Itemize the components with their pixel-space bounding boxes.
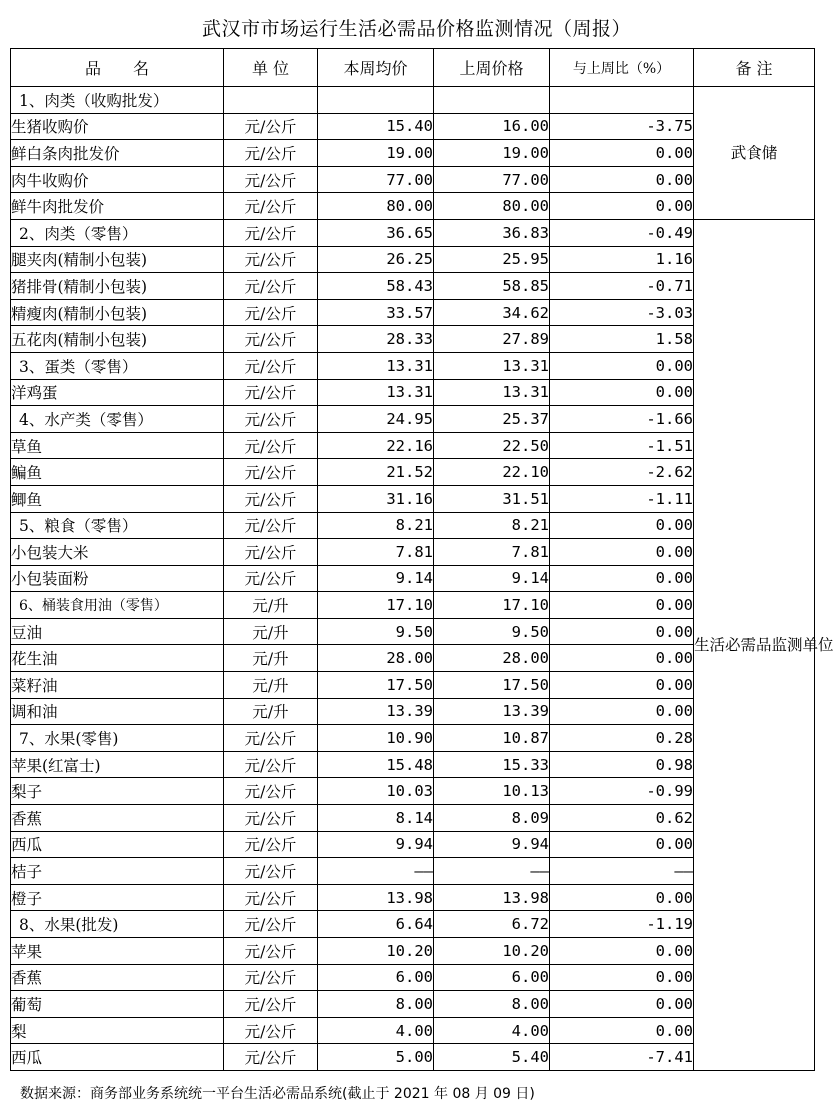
row-this-week-price: 28.33 bbox=[318, 326, 434, 353]
header-unit: 单 位 bbox=[224, 49, 318, 87]
row-name: 梨 bbox=[11, 1017, 224, 1044]
row-name: 生猪收购价 bbox=[11, 113, 224, 140]
row-unit: 元/公斤 bbox=[224, 432, 318, 459]
row-last-week-price: 25.95 bbox=[434, 246, 550, 273]
row-name: 葡萄 bbox=[11, 991, 224, 1018]
row-change-percent: 0.00 bbox=[550, 140, 694, 167]
row-unit: 元/公斤 bbox=[224, 778, 318, 805]
row-this-week-price: 8.21 bbox=[318, 512, 434, 539]
row-this-week-price: 36.65 bbox=[318, 219, 434, 246]
row-this-week-price: 15.48 bbox=[318, 751, 434, 778]
row-unit: 元/公斤 bbox=[224, 193, 318, 220]
row-unit: 元/公斤 bbox=[224, 113, 318, 140]
row-name: 1、肉类（收购批发） bbox=[11, 87, 224, 114]
row-unit bbox=[224, 87, 318, 114]
row-this-week-price: 33.57 bbox=[318, 299, 434, 326]
row-unit: 元/公斤 bbox=[224, 565, 318, 592]
row-name: 鲜牛肉批发价 bbox=[11, 193, 224, 220]
row-name: 4、水产类（零售） bbox=[11, 406, 224, 433]
row-change-percent: -0.49 bbox=[550, 219, 694, 246]
row-last-week-price: 36.83 bbox=[434, 219, 550, 246]
row-name: 花生油 bbox=[11, 645, 224, 672]
row-last-week-price: 22.50 bbox=[434, 432, 550, 459]
row-name: 8、水果(批发) bbox=[11, 911, 224, 938]
row-this-week-price: 5.00 bbox=[318, 1044, 434, 1071]
row-unit: 元/公斤 bbox=[224, 379, 318, 406]
row-unit: 元/公斤 bbox=[224, 911, 318, 938]
row-this-week-price: 31.16 bbox=[318, 485, 434, 512]
row-change-percent: 0.00 bbox=[550, 672, 694, 699]
row-unit: 元/公斤 bbox=[224, 831, 318, 858]
row-last-week-price: 15.33 bbox=[434, 751, 550, 778]
row-unit: 元/公斤 bbox=[224, 725, 318, 752]
row-change-percent: 0.00 bbox=[550, 379, 694, 406]
row-unit: 元/公斤 bbox=[224, 273, 318, 300]
row-unit: 元/公斤 bbox=[224, 219, 318, 246]
row-name: 鲫鱼 bbox=[11, 485, 224, 512]
row-this-week-price: 7.81 bbox=[318, 539, 434, 566]
header-name: 品 名 bbox=[11, 49, 224, 87]
header-this-week: 本周均价 bbox=[318, 49, 434, 87]
row-name: 苹果 bbox=[11, 938, 224, 965]
row-unit: 元/升 bbox=[224, 672, 318, 699]
row-change-percent: 0.28 bbox=[550, 725, 694, 752]
row-last-week-price: 8.00 bbox=[434, 991, 550, 1018]
row-this-week-price: 15.40 bbox=[318, 113, 434, 140]
row-change-percent: 0.00 bbox=[550, 884, 694, 911]
row-this-week-price: 10.20 bbox=[318, 938, 434, 965]
row-change-percent: 0.00 bbox=[550, 991, 694, 1018]
row-name: 鲜白条肉批发价 bbox=[11, 140, 224, 167]
row-change-percent: -2.62 bbox=[550, 459, 694, 486]
header-change: 与上周比（%） bbox=[550, 49, 694, 87]
report-title: 武汉市市场运行生活必需品价格监测情况（周报） bbox=[201, 18, 631, 40]
row-unit: 元/公斤 bbox=[224, 459, 318, 486]
row-this-week-price: 13.31 bbox=[318, 352, 434, 379]
row-unit: 元/公斤 bbox=[224, 751, 318, 778]
row-last-week-price: 80.00 bbox=[434, 193, 550, 220]
row-change-percent bbox=[550, 87, 694, 114]
row-unit: 元/公斤 bbox=[224, 938, 318, 965]
row-this-week-price: 58.43 bbox=[318, 273, 434, 300]
row-change-percent: 0.00 bbox=[550, 1017, 694, 1044]
row-last-week-price: 8.21 bbox=[434, 512, 550, 539]
row-change-percent: 0.00 bbox=[550, 592, 694, 619]
row-last-week-price: 4.00 bbox=[434, 1017, 550, 1044]
row-name: 鳊鱼 bbox=[11, 459, 224, 486]
row-this-week-price bbox=[318, 87, 434, 114]
row-change-percent: 0.98 bbox=[550, 751, 694, 778]
row-last-week-price: 9.14 bbox=[434, 565, 550, 592]
row-change-percent: 1.58 bbox=[550, 326, 694, 353]
row-name: 6、桶装食用油（零售） bbox=[11, 592, 224, 619]
row-unit: 元/公斤 bbox=[224, 539, 318, 566]
row-this-week-price: 8.14 bbox=[318, 805, 434, 832]
row-name: 7、水果(零售) bbox=[11, 725, 224, 752]
row-name: 草鱼 bbox=[11, 432, 224, 459]
row-change-percent: -1.66 bbox=[550, 406, 694, 433]
row-last-week-price: 13.98 bbox=[434, 884, 550, 911]
row-name: 香蕉 bbox=[11, 964, 224, 991]
row-unit: 元/公斤 bbox=[224, 858, 318, 885]
row-last-week-price: 9.50 bbox=[434, 618, 550, 645]
row-name: 2、肉类（零售） bbox=[11, 219, 224, 246]
row-this-week-price: 13.39 bbox=[318, 698, 434, 725]
row-name: 香蕉 bbox=[11, 805, 224, 832]
data-source-note: 数据来源：商务部业务系统统一平台生活必需品系统(截止于 2021 年 08 月 09 日) bbox=[20, 1086, 535, 1102]
row-this-week-price: 10.03 bbox=[318, 778, 434, 805]
row-change-percent: 0.00 bbox=[550, 512, 694, 539]
row-unit: 元/公斤 bbox=[224, 1044, 318, 1071]
row-this-week-price: 13.31 bbox=[318, 379, 434, 406]
row-change-percent: 0.00 bbox=[550, 352, 694, 379]
row-name: 精瘦肉(精制小包装) bbox=[11, 299, 224, 326]
row-unit: 元/升 bbox=[224, 618, 318, 645]
note-cell: 生活必需品监测单位 bbox=[694, 219, 815, 1070]
row-last-week-price: 10.13 bbox=[434, 778, 550, 805]
row-this-week-price: 24.95 bbox=[318, 406, 434, 433]
row-last-week-price: 6.72 bbox=[434, 911, 550, 938]
row-change-percent: -3.03 bbox=[550, 299, 694, 326]
row-last-week-price bbox=[434, 87, 550, 114]
table-row bbox=[11, 219, 815, 246]
row-this-week-price: 80.00 bbox=[318, 193, 434, 220]
row-change-percent: -1.11 bbox=[550, 485, 694, 512]
header-row bbox=[11, 49, 815, 87]
row-name: 肉牛收购价 bbox=[11, 166, 224, 193]
row-unit: 元/公斤 bbox=[224, 805, 318, 832]
row-unit: 元/升 bbox=[224, 698, 318, 725]
row-last-week-price: 9.94 bbox=[434, 831, 550, 858]
row-change-percent: 0.62 bbox=[550, 805, 694, 832]
row-last-week-price: 6.00 bbox=[434, 964, 550, 991]
row-unit: 元/公斤 bbox=[224, 991, 318, 1018]
row-last-week-price: 17.50 bbox=[434, 672, 550, 699]
row-unit: 元/公斤 bbox=[224, 140, 318, 167]
row-last-week-price: 19.00 bbox=[434, 140, 550, 167]
row-change-percent: 0.00 bbox=[550, 193, 694, 220]
row-this-week-price: 21.52 bbox=[318, 459, 434, 486]
row-change-percent: 0.00 bbox=[550, 539, 694, 566]
row-change-percent: -0.71 bbox=[550, 273, 694, 300]
row-this-week-price: 22.16 bbox=[318, 432, 434, 459]
row-name: 豆油 bbox=[11, 618, 224, 645]
row-this-week-price: 9.50 bbox=[318, 618, 434, 645]
row-name: 梨子 bbox=[11, 778, 224, 805]
row-last-week-price: 8.09 bbox=[434, 805, 550, 832]
header-last-week: 上周价格 bbox=[434, 49, 550, 87]
row-unit: 元/公斤 bbox=[224, 1017, 318, 1044]
row-change-percent: -1.51 bbox=[550, 432, 694, 459]
row-unit: 元/升 bbox=[224, 592, 318, 619]
row-name: 小包装面粉 bbox=[11, 565, 224, 592]
row-this-week-price: 17.10 bbox=[318, 592, 434, 619]
row-this-week-price: 19.00 bbox=[318, 140, 434, 167]
row-this-week-price: 8.00 bbox=[318, 991, 434, 1018]
row-last-week-price: 16.00 bbox=[434, 113, 550, 140]
row-this-week-price: 9.94 bbox=[318, 831, 434, 858]
row-unit: 元/公斤 bbox=[224, 299, 318, 326]
table-row bbox=[11, 87, 815, 114]
row-unit: 元/公斤 bbox=[224, 246, 318, 273]
row-change-percent: 0.00 bbox=[550, 166, 694, 193]
row-last-week-price: 13.31 bbox=[434, 352, 550, 379]
row-change-percent: -3.75 bbox=[550, 113, 694, 140]
row-name: 猪排骨(精制小包装) bbox=[11, 273, 224, 300]
row-last-week-price: 22.10 bbox=[434, 459, 550, 486]
row-change-percent: -7.41 bbox=[550, 1044, 694, 1071]
row-this-week-price: 28.00 bbox=[318, 645, 434, 672]
row-last-week-price: 28.00 bbox=[434, 645, 550, 672]
row-name: 菜籽油 bbox=[11, 672, 224, 699]
row-this-week-price: 77.00 bbox=[318, 166, 434, 193]
row-unit: 元/公斤 bbox=[224, 406, 318, 433]
row-last-week-price: 13.31 bbox=[434, 379, 550, 406]
table-body bbox=[11, 87, 834, 1071]
row-name: 西瓜 bbox=[11, 831, 224, 858]
row-last-week-price: 34.62 bbox=[434, 299, 550, 326]
row-last-week-price: 31.51 bbox=[434, 485, 550, 512]
row-unit: 元/公斤 bbox=[224, 884, 318, 911]
row-last-week-price: 10.20 bbox=[434, 938, 550, 965]
price-table bbox=[10, 48, 834, 1071]
row-change-percent: -1.19 bbox=[550, 911, 694, 938]
row-change-percent: —— bbox=[550, 858, 694, 885]
row-last-week-price: 77.00 bbox=[434, 166, 550, 193]
row-name: 小包装大米 bbox=[11, 539, 224, 566]
row-this-week-price: 13.98 bbox=[318, 884, 434, 911]
row-unit: 元/公斤 bbox=[224, 485, 318, 512]
row-name: 5、粮食（零售） bbox=[11, 512, 224, 539]
row-name: 西瓜 bbox=[11, 1044, 224, 1071]
header-note: 备 注 bbox=[694, 49, 815, 87]
row-this-week-price: 6.64 bbox=[318, 911, 434, 938]
row-this-week-price: 6.00 bbox=[318, 964, 434, 991]
row-name: 橙子 bbox=[11, 884, 224, 911]
row-change-percent: 0.00 bbox=[550, 964, 694, 991]
row-name: 腿夹肉(精制小包装) bbox=[11, 246, 224, 273]
row-change-percent: 0.00 bbox=[550, 698, 694, 725]
row-unit: 元/公斤 bbox=[224, 512, 318, 539]
row-change-percent: 1.16 bbox=[550, 246, 694, 273]
row-unit: 元/公斤 bbox=[224, 964, 318, 991]
row-this-week-price: 4.00 bbox=[318, 1017, 434, 1044]
row-change-percent: 0.00 bbox=[550, 618, 694, 645]
row-name: 五花肉(精制小包装) bbox=[11, 326, 224, 353]
row-last-week-price: 13.39 bbox=[434, 698, 550, 725]
row-unit: 元/公斤 bbox=[224, 352, 318, 379]
row-name: 洋鸡蛋 bbox=[11, 379, 224, 406]
row-last-week-price: 58.85 bbox=[434, 273, 550, 300]
row-change-percent: 0.00 bbox=[550, 938, 694, 965]
row-change-percent: -0.99 bbox=[550, 778, 694, 805]
row-last-week-price: 10.87 bbox=[434, 725, 550, 752]
row-name: 桔子 bbox=[11, 858, 224, 885]
row-change-percent: 0.00 bbox=[550, 645, 694, 672]
row-change-percent: 0.00 bbox=[550, 831, 694, 858]
row-last-week-price: 27.89 bbox=[434, 326, 550, 353]
row-this-week-price: 10.90 bbox=[318, 725, 434, 752]
note-cell: 武食储 bbox=[694, 87, 815, 220]
row-unit: 元/升 bbox=[224, 645, 318, 672]
row-name: 3、蛋类（零售） bbox=[11, 352, 224, 379]
row-last-week-price: 5.40 bbox=[434, 1044, 550, 1071]
row-last-week-price: —— bbox=[434, 858, 550, 885]
row-unit: 元/公斤 bbox=[224, 326, 318, 353]
row-name: 调和油 bbox=[11, 698, 224, 725]
row-this-week-price: 9.14 bbox=[318, 565, 434, 592]
row-this-week-price: 17.50 bbox=[318, 672, 434, 699]
row-this-week-price: —— bbox=[318, 858, 434, 885]
row-name: 苹果(红富士) bbox=[11, 751, 224, 778]
row-unit: 元/公斤 bbox=[224, 166, 318, 193]
row-last-week-price: 7.81 bbox=[434, 539, 550, 566]
row-change-percent: 0.00 bbox=[550, 565, 694, 592]
row-last-week-price: 25.37 bbox=[434, 406, 550, 433]
row-this-week-price: 26.25 bbox=[318, 246, 434, 273]
row-last-week-price: 17.10 bbox=[434, 592, 550, 619]
